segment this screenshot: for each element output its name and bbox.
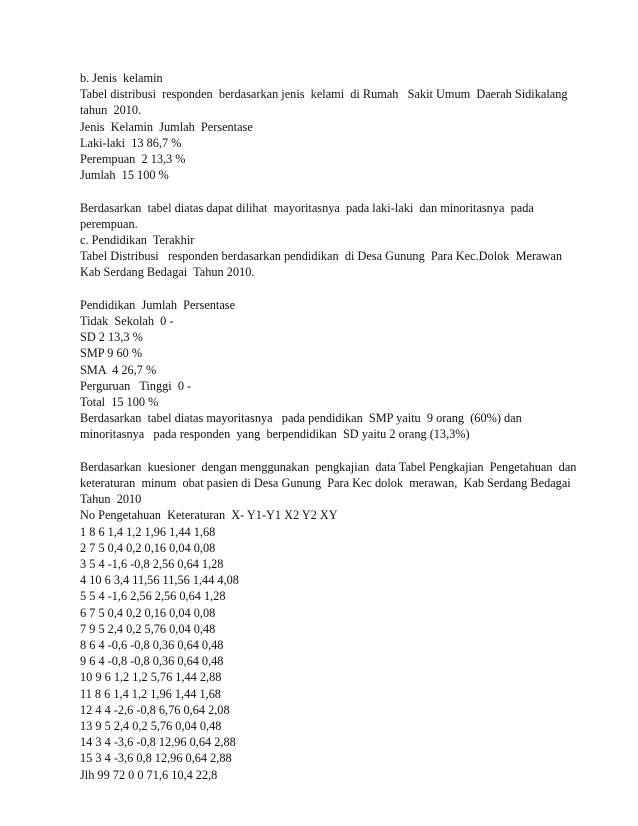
table-row: 4 10 6 3,4 11,56 11,56 1,44 4,08 — [80, 573, 239, 588]
table-row: SD 2 13,3 % — [80, 330, 143, 345]
table-row: Perguruan Tinggi 0 - — [80, 378, 192, 393]
text-line: keteraturan minum obat pasien di Desa Gunung Para Kec dolok merawan, Kab Serdang Bedagai — [80, 476, 571, 491]
document-page — [80, 70, 580, 783]
table-row: 14 3 4 -3,6 -0,8 12,96 0,64 2,88 — [80, 735, 236, 750]
table-row: Tidak Sekolah 0 - — [80, 314, 174, 329]
table-row: 8 6 4 -0,6 -0,8 0,36 0,64 0,48 — [80, 638, 224, 653]
heading-pendidikan-terakhir: c. Pendidikan Terakhir — [80, 233, 195, 248]
text-line: tahun 2010. — [80, 103, 142, 118]
text-line: Tahun 2010 — [80, 492, 142, 507]
table-row: 10 9 6 1,2 1,2 5,76 1,44 2,88 — [80, 670, 222, 685]
text-line: minoritasnya pada responden yang berpendidikan SD yaitu 2 orang (13,3%) — [80, 427, 470, 442]
text-line: Berdasarkan tabel diatas mayoritasnya pada pendidikan SMP yaitu 9 orang (60%) dan — [80, 411, 522, 426]
section-gender — [80, 70, 580, 183]
table-row-total: Jumlah 15 100 % — [80, 168, 169, 183]
table-row: 9 6 4 -0,8 -0,8 0,36 0,64 0,48 — [80, 654, 224, 669]
text-line: perempuan. — [80, 216, 138, 231]
section-education-table — [80, 297, 580, 443]
paragraph-gap — [80, 183, 580, 199]
text-line: Kab Serdang Bedagai Tahun 2010. — [80, 265, 255, 280]
table-row: SMA 4 26,7 % — [80, 362, 157, 377]
heading-jenis-kelamin: b. Jenis kelamin — [80, 71, 163, 85]
text-line: Tabel Distribusi responden berdasarkan pendidikan di Desa Gunung Para Kec.Dolok Merawan — [80, 249, 562, 264]
table-header: Pendidikan Jumlah Persentase — [80, 297, 236, 312]
table-row-total: Total 15 100 % — [80, 395, 159, 410]
paragraph-gap — [80, 281, 580, 297]
section-gender-summary-education — [80, 200, 580, 281]
table-row: 5 5 4 -1,6 2,56 2,56 0,64 1,28 — [80, 589, 226, 604]
table-row: 2 7 5 0,4 0,2 0,16 0,04 0,08 — [80, 540, 216, 555]
table-row: 3 5 4 -1,6 -0,8 2,56 0,64 1,28 — [80, 557, 224, 572]
table-row: SMP 9 60 % — [80, 346, 143, 361]
table-row: Laki-laki 13 86,7 % — [80, 135, 182, 150]
table-row: 13 9 5 2,4 0,2 5,76 0,04 0,48 — [80, 719, 222, 734]
table-header: No Pengetahuan Keteraturan X- Y1-Y1 X2 Y2 XY — [80, 508, 338, 523]
paragraph-gap — [80, 443, 580, 459]
table-row: 1 8 6 1,4 1,2 1,96 1,44 1,68 — [80, 524, 216, 539]
table-row: 15 3 4 -3,6 0,8 12,96 0,64 2,88 — [80, 751, 232, 766]
text-line: Berdasarkan tabel diatas dapat dilihat mayoritasnya pada laki-laki dan minoritasnya pada — [80, 200, 534, 215]
table-header: Jenis Kelamin Jumlah Persentase — [80, 119, 253, 134]
table-row: Perempuan 2 13,3 % — [80, 152, 186, 167]
table-row: 6 7 5 0,4 0,2 0,16 0,04 0,08 — [80, 605, 216, 620]
table-row: 11 8 6 1,4 1,2 1,96 1,44 1,68 — [80, 686, 221, 701]
table-row-total: Jlh 99 72 0 0 71,6 10,4 22,8 — [80, 767, 218, 782]
text-line: Tabel distribusi responden berdasarkan jenis kelami di Rumah Sakit Umum Daerah Sidikalang — [80, 87, 568, 102]
section-questionnaire — [80, 459, 580, 783]
table-row: 7 9 5 2,4 0,2 5,76 0,04 0,48 — [80, 621, 216, 636]
table-row: 12 4 4 -2,6 -0,8 6,76 0,64 2,08 — [80, 702, 230, 717]
text-line: Berdasarkan kuesioner dengan menggunakan pengkajian data Tabel Pengkajian Pengetahuan dan — [80, 459, 577, 474]
